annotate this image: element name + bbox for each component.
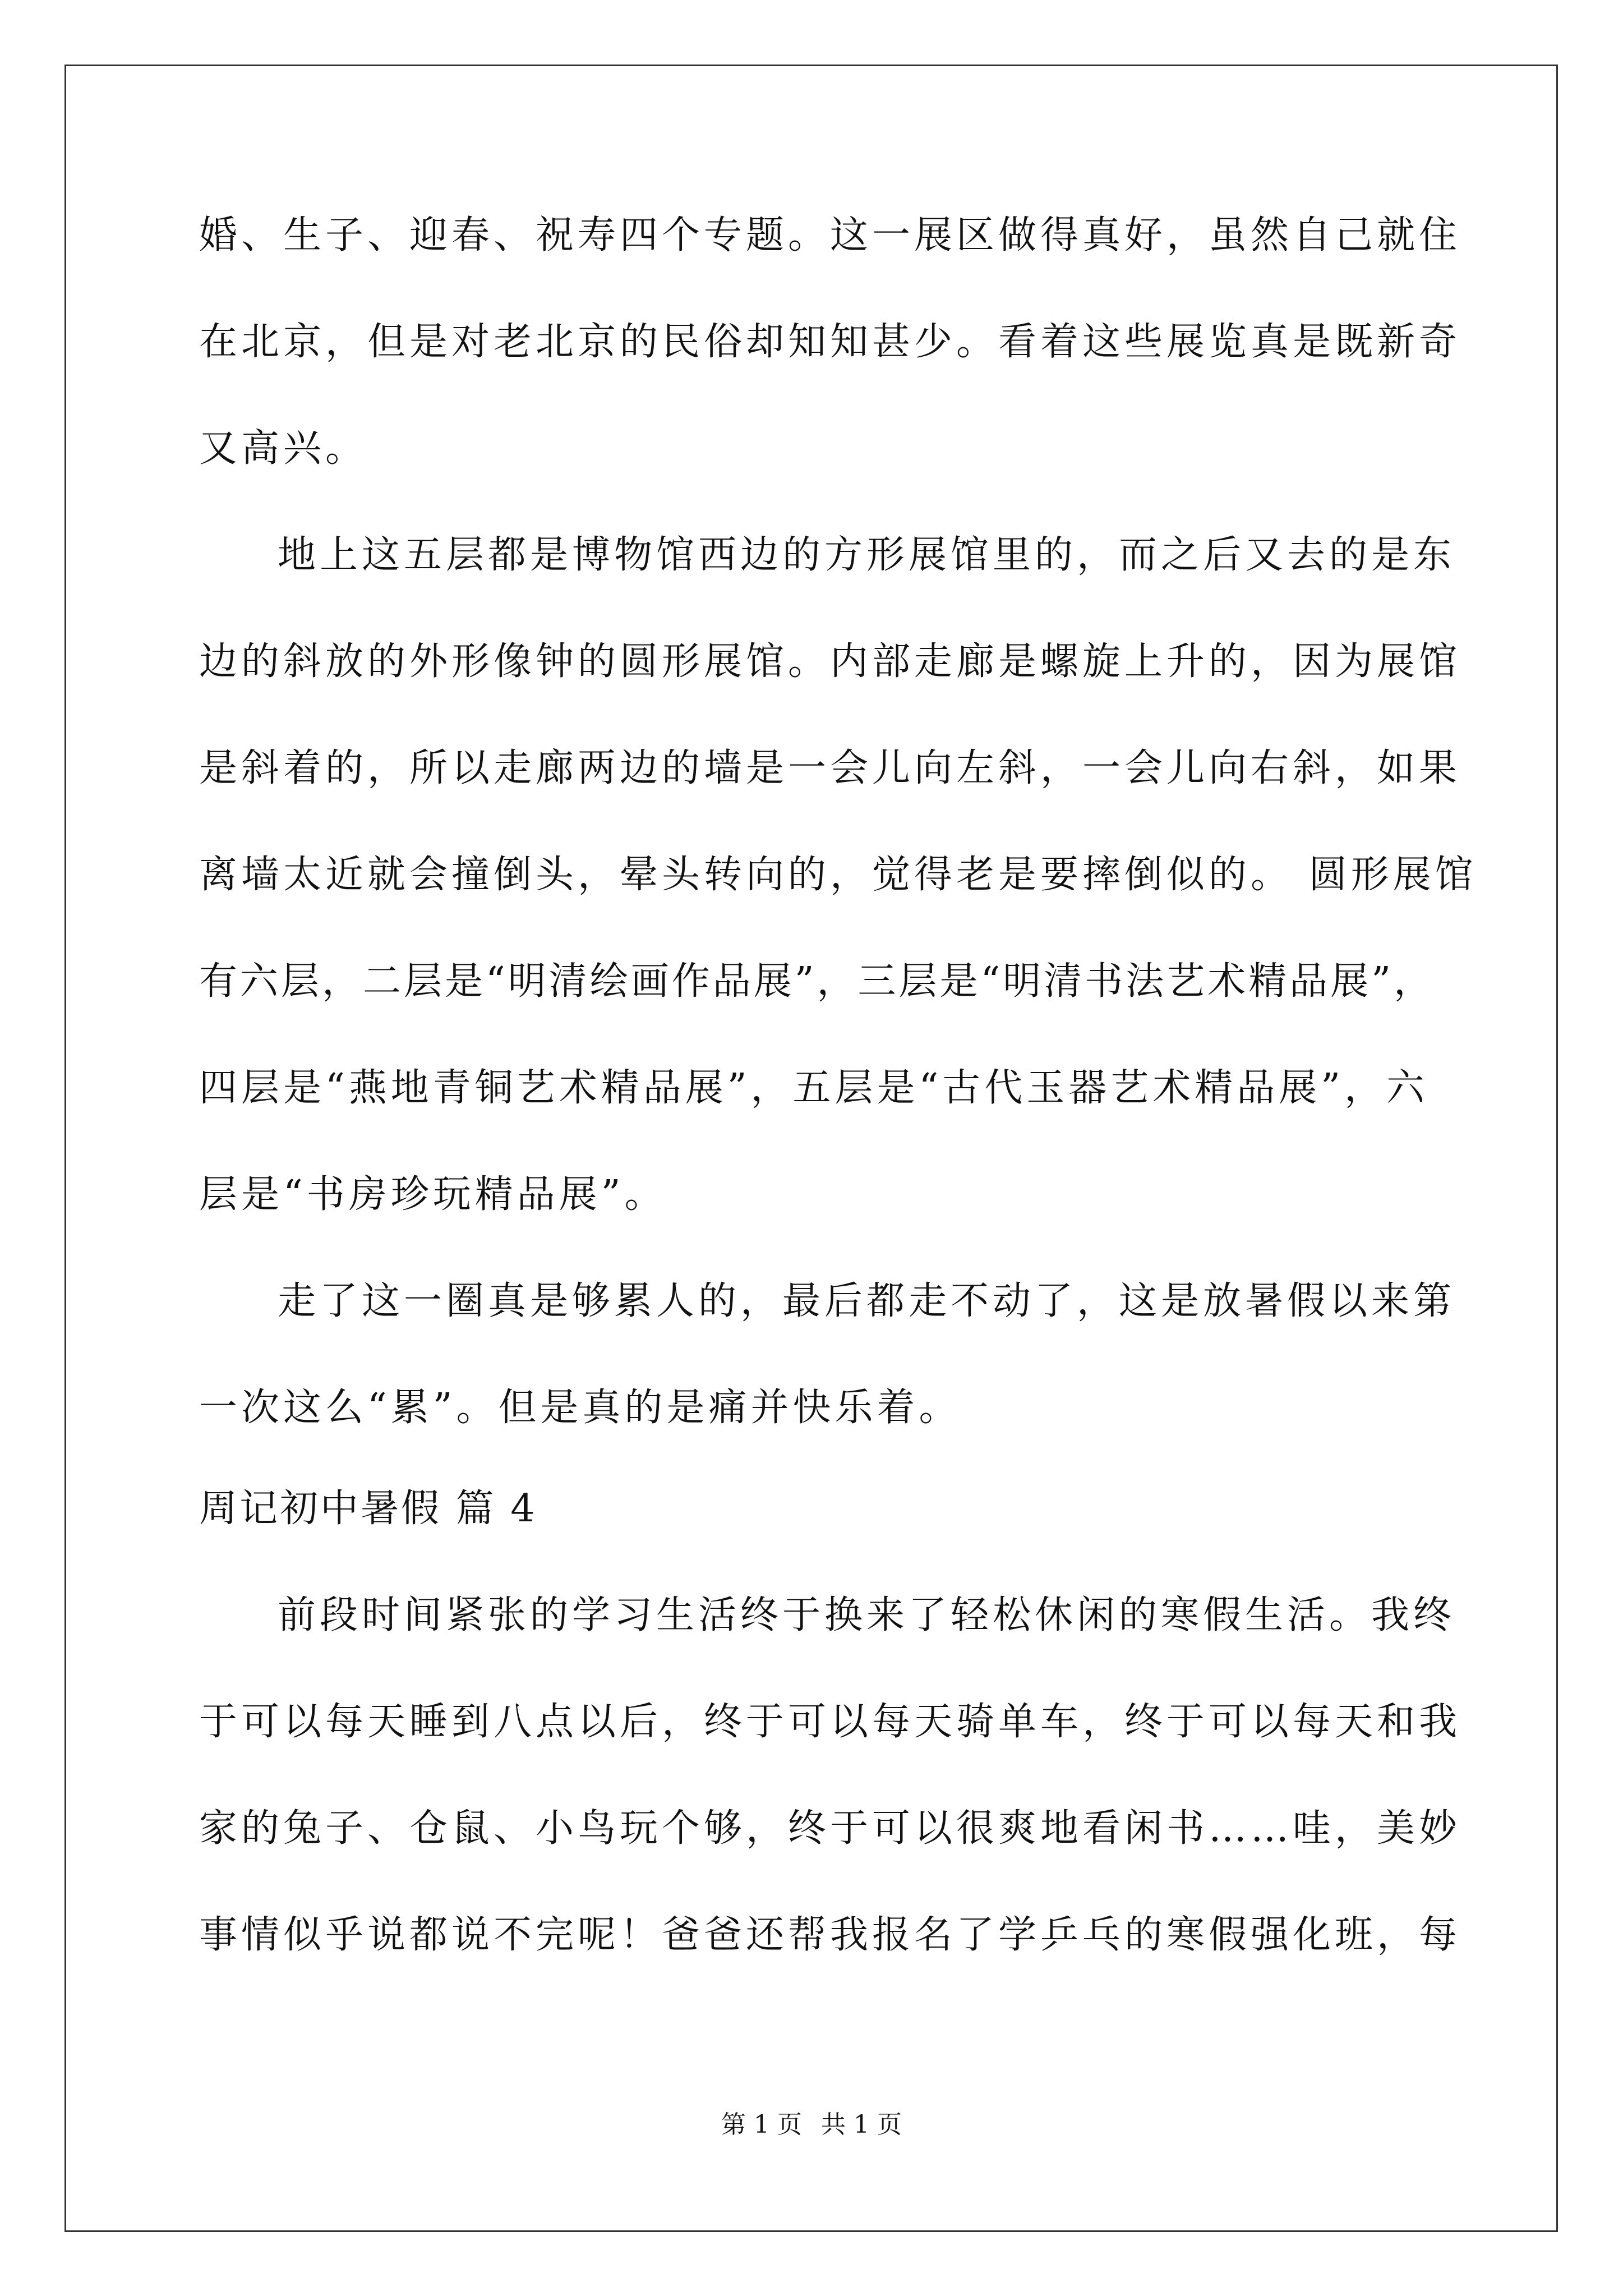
- text-line: 又高兴。: [199, 426, 368, 471]
- text-line: 离墙太近就会撞倒头，晕头转向的，觉得老是要摔倒似的。 圆形展馆: [199, 853, 1477, 897]
- text-line: 前段时间紧张的学习生活终于换来了轻松休闲的寒假生活。我终: [278, 1593, 1456, 1637]
- text-line: 一次这么“累”。但是真的是痛并快乐着。: [199, 1386, 961, 1430]
- text-line: 于可以每天睡到八点以后，终于可以每天骑单车，终于可以每天和我: [199, 1700, 1461, 1744]
- page-number: 第 1 页: [721, 2110, 802, 2139]
- text-line: 走了这一圈真是够累人的，最后都走不动了，这是放暑假以来第: [278, 1279, 1456, 1323]
- section-heading: 周记初中暑假 篇 4: [199, 1487, 537, 1531]
- text-line: 婚、生子、迎春、祝寿四个专题。这一展区做得真好，虽然自己就住: [199, 213, 1461, 257]
- text-line: 层是“书房珍玩精品展”。: [199, 1172, 667, 1217]
- text-line: 是斜着的，所以走廊两边的墙是一会儿向左斜，一会儿向右斜，如果: [199, 746, 1461, 790]
- text-line: 事情似乎说都说不完呢！爸爸还帮我报名了学乒乓的寒假强化班，每: [199, 1913, 1461, 1957]
- page-total: 共 1 页: [821, 2110, 902, 2139]
- text-line: 地上这五层都是博物馆西边的方形展馆里的，而之后又去的是东: [278, 533, 1456, 577]
- text-line: 有六层，二层是“明清绘画作品展”，三层是“明清书法艺术精品展”，: [199, 959, 1435, 1004]
- text-line: 四层是“燕地青铜艺术精品展”，五层是“古代玉器艺术精品展”，六: [199, 1066, 1429, 1110]
- page-border: [64, 65, 1558, 2232]
- text-line: 边的斜放的外形像钟的圆形展馆。内部走廊是螺旋上升的，因为展馆: [199, 639, 1461, 684]
- text-line: 在北京，但是对老北京的民俗却知知甚少。看着这些展览真是既新奇: [199, 320, 1461, 364]
- page-footer: [0, 2109, 1623, 2141]
- text-line: 家的兔子、仓鼠、小鸟玩个够，终于可以很爽地看闲书……哇，美妙: [199, 1806, 1461, 1851]
